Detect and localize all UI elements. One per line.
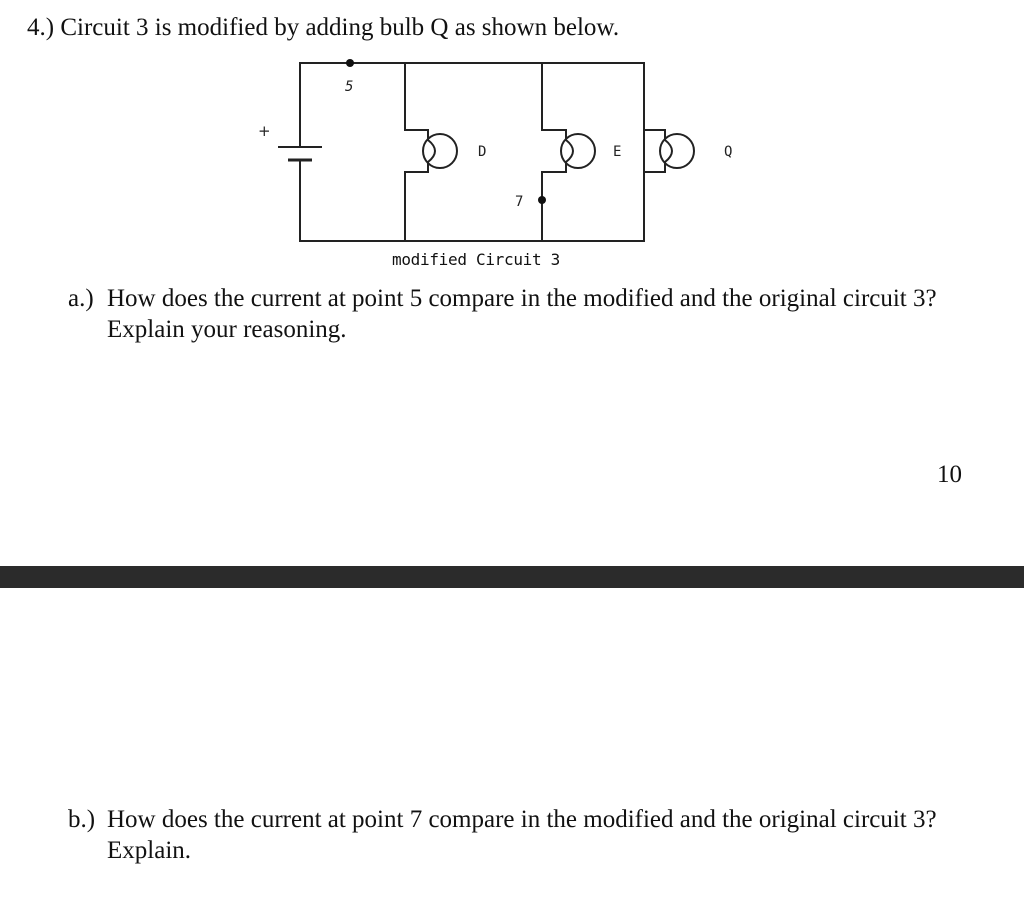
bulb-e-symbol — [561, 134, 595, 168]
page-number: 10 — [937, 461, 962, 488]
point-5-marker — [346, 59, 354, 67]
point-7-marker — [538, 196, 546, 204]
wire-branch-q-bottom — [644, 162, 665, 172]
bulb-d-symbol — [423, 134, 457, 168]
part-b-letter: b.) — [68, 806, 96, 833]
bulb-e-label: E — [613, 144, 622, 160]
circuit-diagram — [0, 0, 1024, 280]
wire-branch-e-top — [542, 63, 566, 140]
circuit-caption: modified Circuit 3 — [392, 250, 560, 269]
battery-plus-label: + — [258, 122, 271, 140]
part-b-text: How does the current at point 7 compare in the modified and the original circuit 3? Explain. — [107, 806, 937, 864]
battery-symbol — [278, 147, 322, 160]
wire-branch-d-top — [405, 63, 428, 140]
page-divider — [0, 566, 1024, 588]
part-a-text: How does the current at point 5 compare in the modified and the original circuit 3? Explain your reasoning. — [107, 285, 937, 343]
wire-branch-q-top — [644, 130, 665, 140]
part-a-question — [68, 283, 968, 345]
part-b-question — [68, 804, 968, 866]
bulb-d-label: D — [478, 144, 487, 160]
part-a-letter: a.) — [68, 285, 94, 312]
bulb-q-label: Q — [724, 144, 733, 160]
wire-branch-d-bottom — [405, 162, 428, 241]
bulb-q-symbol — [660, 134, 694, 168]
point-5-label: 5 — [345, 79, 354, 95]
question-heading: 4.) Circuit 3 is modified by adding bulb Q as shown below. — [27, 14, 620, 41]
point-7-label: 7 — [515, 194, 524, 210]
